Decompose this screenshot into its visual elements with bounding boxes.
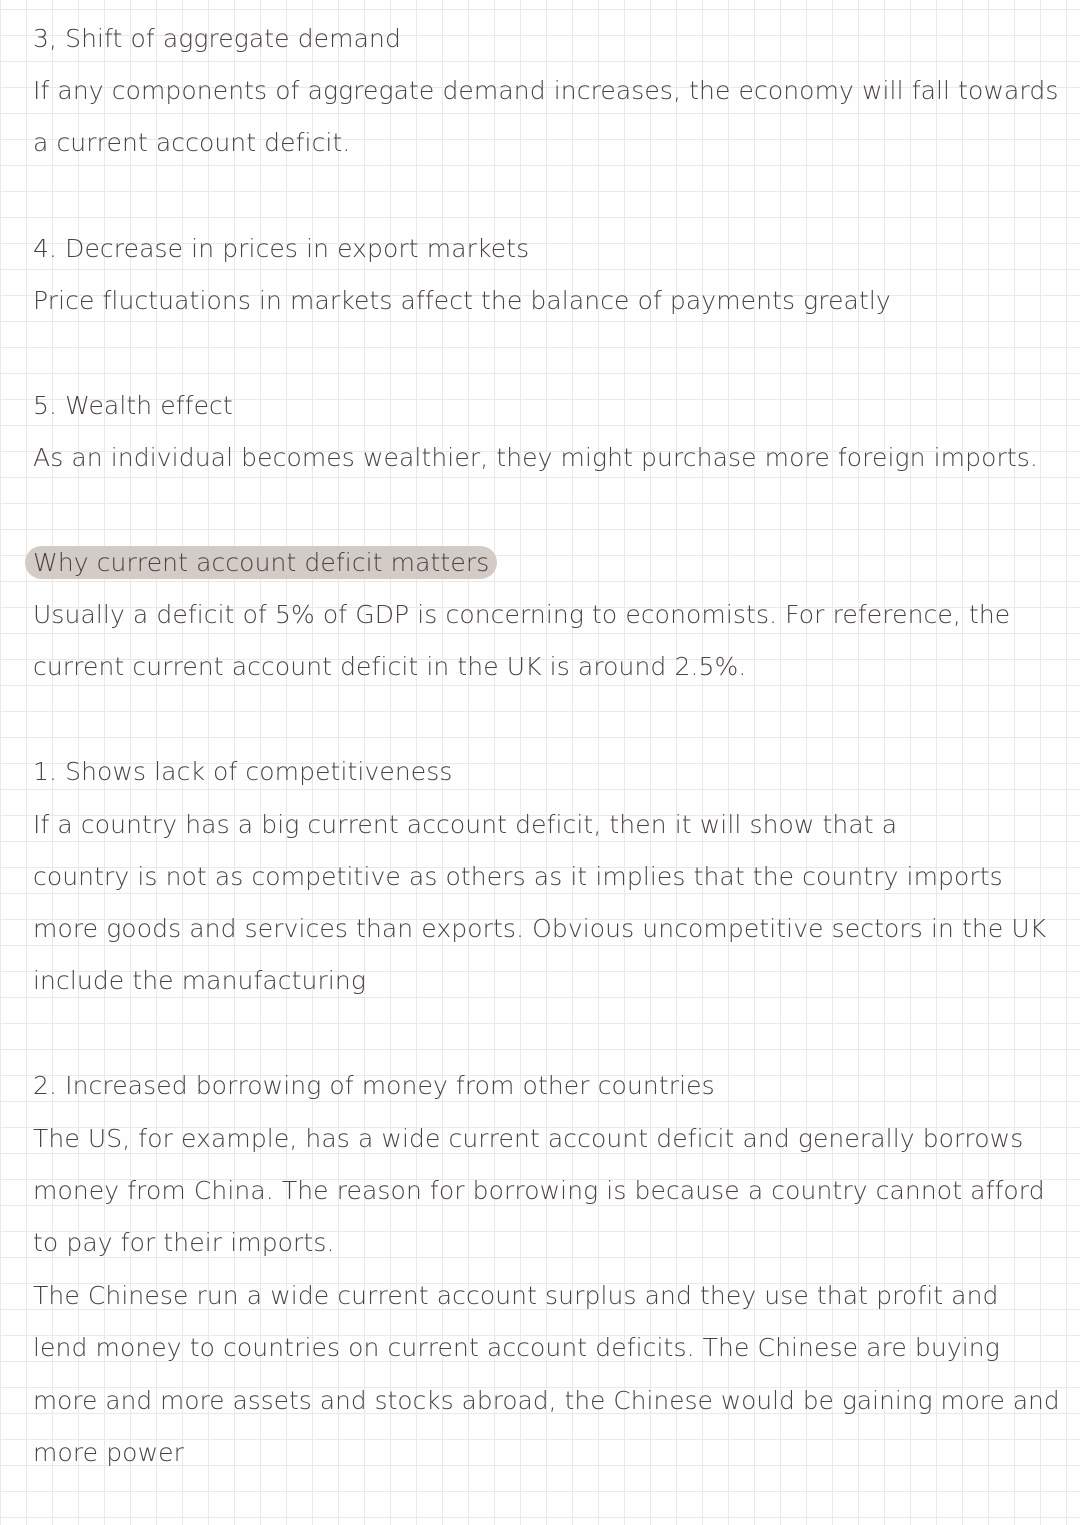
heading-wealth-effect: 5. Wealth effect <box>33 391 233 420</box>
heading-shift-aggregate-demand: 3, Shift of aggregate demand <box>33 24 401 53</box>
heading-why-deficit-matters: Why current account deficit matters <box>33 548 490 577</box>
text-line: to pay for their imports. <box>33 1228 335 1257</box>
text-line: more goods and services than exports. Obvious uncompetitive sectors in the UK <box>33 914 1047 943</box>
text-line: Usually a deficit of 5% of GDP is concerning to economists. For reference, the <box>33 600 1011 629</box>
heading-decrease-prices-export: 4. Decrease in prices in export markets <box>33 234 530 263</box>
text-line: a current account deficit. <box>33 128 351 157</box>
text-line: As an individual becomes wealthier, they might purchase more foreign imports. <box>33 443 1038 472</box>
text-line: money from China. The reason for borrowing is because a country cannot afford <box>33 1176 1045 1205</box>
heading-increased-borrowing: 2. Increased borrowing of money from other countries <box>33 1071 715 1100</box>
text-line: The US, for example, has a wide current account deficit and generally borrows <box>33 1124 1024 1153</box>
text-line: current current account deficit in the UK is around 2.5%. <box>33 652 747 681</box>
text-line: Price fluctuations in markets affect the balance of payments greatly <box>33 286 891 315</box>
text-line: country is not as competitive as others as it implies that the country imports <box>33 862 1003 891</box>
text-line: lend money to countries on current account deficits. The Chinese are buying <box>33 1333 1000 1362</box>
heading-lack-of-competitiveness: 1. Shows lack of competitiveness <box>33 757 453 786</box>
text-line: If any components of aggregate demand increases, the economy will fall towards <box>33 76 1059 105</box>
text-line: If a country has a big current account deficit, then it will show that a <box>33 810 898 839</box>
text-line: more power <box>33 1438 184 1467</box>
text-line: more and more assets and stocks abroad, the Chinese would be gaining more and <box>33 1386 1060 1415</box>
text-line: The Chinese run a wide current account surplus and they use that profit and <box>33 1281 999 1310</box>
text-line: include the manufacturing <box>33 966 366 995</box>
